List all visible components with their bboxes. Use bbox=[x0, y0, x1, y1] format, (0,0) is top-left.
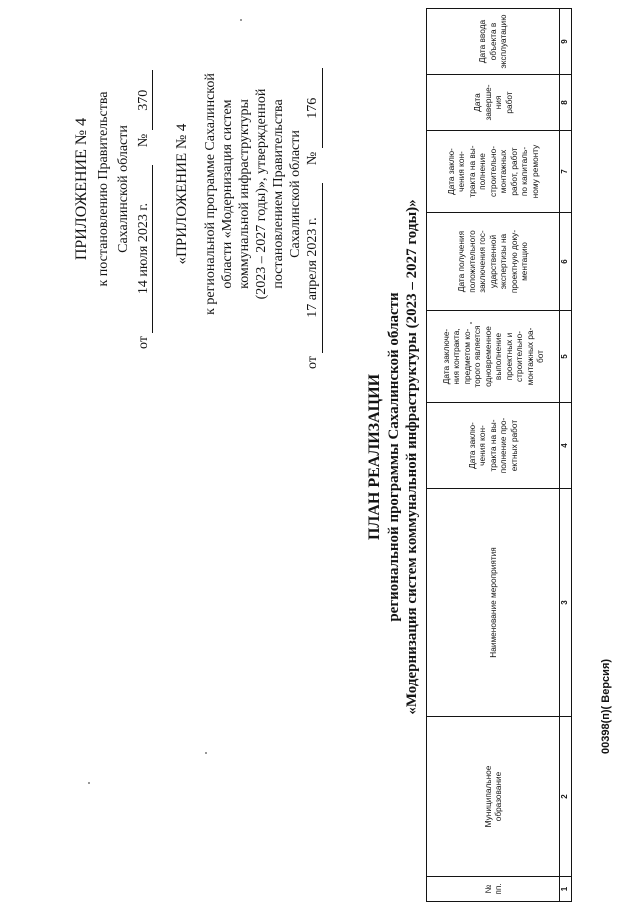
program-date-line bbox=[304, 19, 323, 369]
column-number: 9 bbox=[560, 9, 572, 75]
appendix-number: 370 bbox=[136, 89, 151, 111]
program-line-3: области «Модернизация систем bbox=[220, 99, 235, 289]
appendix-date: 14 июля 2023 г. bbox=[136, 202, 151, 295]
column-number: 5 bbox=[560, 311, 572, 403]
header-text: полнение bbox=[477, 153, 488, 190]
program-line-2: к региональной программе Сахалинской bbox=[203, 73, 218, 315]
scan-speck bbox=[205, 753, 207, 755]
header-text: монтажных ра- bbox=[524, 327, 535, 386]
appendix-date-field bbox=[134, 165, 153, 333]
program-no-label: № bbox=[305, 151, 320, 166]
program-block bbox=[170, 19, 323, 369]
header-text: Дата заклю- bbox=[466, 422, 477, 469]
header-text: экспертизы на bbox=[498, 233, 509, 290]
header-cell-activity bbox=[427, 489, 560, 717]
header-text: чения кон- bbox=[456, 151, 467, 192]
column-number: 3 bbox=[560, 489, 572, 717]
header-text: тракта на вы- bbox=[466, 145, 477, 198]
header-text: выполнение bbox=[493, 332, 503, 381]
header-text: монтажных bbox=[498, 149, 509, 194]
header-text: ударственной bbox=[487, 234, 498, 289]
header-text: проектных и bbox=[503, 332, 514, 381]
header-text: эксплуатацию bbox=[498, 14, 509, 69]
appendix-number-field bbox=[134, 70, 153, 130]
appendix-from-label: от bbox=[136, 336, 151, 349]
program-date-field bbox=[304, 183, 323, 353]
header-cell-design-contract bbox=[427, 403, 560, 489]
header-text: № bbox=[482, 884, 493, 894]
header-text: пп. bbox=[493, 883, 503, 895]
header-text: Дата bbox=[472, 93, 482, 112]
header-text: полнение про- bbox=[498, 417, 509, 474]
header-text: проектную доку- bbox=[508, 229, 519, 294]
header-text: ния bbox=[493, 95, 503, 110]
header-text: бот bbox=[535, 350, 545, 363]
header-cell-completion bbox=[427, 75, 560, 131]
appendix-title: ПРИЛОЖЕНИЕ № 4 bbox=[73, 117, 90, 261]
header-text: ния контракта, bbox=[451, 328, 461, 385]
program-date: 17 апреля 2023 г. bbox=[305, 217, 320, 318]
title-line-2: региональной программы Сахалинской области bbox=[386, 292, 402, 622]
header-text: объекта в bbox=[487, 22, 498, 61]
header-cell-number bbox=[427, 877, 560, 902]
program-line-5: (2023 – 2027 годы)», утвержденной bbox=[254, 88, 269, 300]
appendix-line-3: Сахалинской области bbox=[116, 125, 131, 253]
header-text: чения кон- bbox=[477, 425, 488, 466]
column-number: 7 bbox=[560, 131, 572, 213]
header-text: работ, работ bbox=[508, 147, 519, 196]
program-number: 176 bbox=[305, 97, 320, 119]
table-header-row bbox=[427, 9, 560, 902]
appendix-no-label: № bbox=[136, 133, 151, 148]
program-number-field bbox=[304, 68, 323, 148]
header-text: по капиталь- bbox=[519, 146, 530, 197]
plan-table bbox=[426, 8, 572, 902]
header-text: заключения гос- bbox=[477, 230, 488, 293]
header-text: положительного bbox=[466, 230, 477, 293]
header-cell-construction-contract bbox=[427, 131, 560, 213]
program-line-1: «ПРИЛОЖЕНИЕ № 4 bbox=[174, 123, 190, 265]
header-text: работ bbox=[503, 91, 514, 114]
appendix-block bbox=[70, 19, 154, 359]
program-line-4: коммунальной инфраструктуры bbox=[237, 99, 252, 289]
header-text: Наименование мероприятия bbox=[487, 547, 498, 658]
column-number: 1 bbox=[560, 877, 572, 902]
program-from-label: от bbox=[305, 356, 320, 369]
header-text: Дата получения bbox=[456, 230, 467, 293]
table-number-row bbox=[560, 9, 572, 902]
column-number: 2 bbox=[560, 717, 572, 877]
header-text: Дата заклю- bbox=[445, 148, 456, 195]
column-number: 4 bbox=[560, 403, 572, 489]
title-line-1: ПЛАН РЕАЛИЗАЦИИ bbox=[366, 373, 383, 541]
header-text: образование bbox=[493, 771, 503, 822]
scan-speck bbox=[470, 323, 472, 325]
header-text: заверше- bbox=[482, 84, 493, 121]
header-text: строительно- bbox=[514, 331, 524, 382]
header-text: строительно- bbox=[487, 146, 498, 197]
header-text: ментацию bbox=[519, 242, 530, 281]
footer-code: 00398(п)( Версия) bbox=[600, 658, 612, 754]
header-text: Муниципальное bbox=[482, 765, 493, 828]
header-text: ектных работ bbox=[508, 419, 519, 472]
appendix-date-line bbox=[134, 19, 154, 359]
header-cell-municipality bbox=[427, 717, 560, 877]
title-line-3: «Модернизация систем коммунальной инфраструктуры (2023 – 2027 годы)» bbox=[404, 199, 420, 715]
header-cell-expertise bbox=[427, 213, 560, 311]
column-number: 8 bbox=[560, 75, 572, 131]
header-text: предметом ко- bbox=[461, 328, 472, 385]
program-line-7: Сахалинской области bbox=[288, 130, 303, 258]
column-number: 6 bbox=[560, 213, 572, 311]
header-cell-combined-contract bbox=[427, 311, 560, 403]
scan-speck bbox=[240, 20, 242, 22]
header-cell-commissioning bbox=[427, 9, 560, 75]
appendix-line-2: к постановлению Правительства bbox=[96, 91, 111, 287]
header-text: одновременное bbox=[482, 326, 493, 387]
header-text: торого является bbox=[472, 325, 482, 388]
header-text: Дата ввода bbox=[477, 19, 488, 64]
program-line-6: постановлением Правительства bbox=[271, 99, 286, 289]
header-text: Дата заключе- bbox=[440, 328, 451, 385]
scan-speck bbox=[88, 783, 90, 785]
header-text: ному ремонту bbox=[529, 144, 540, 199]
header-text: тракта на вы- bbox=[487, 419, 498, 472]
document-title bbox=[365, 0, 421, 914]
